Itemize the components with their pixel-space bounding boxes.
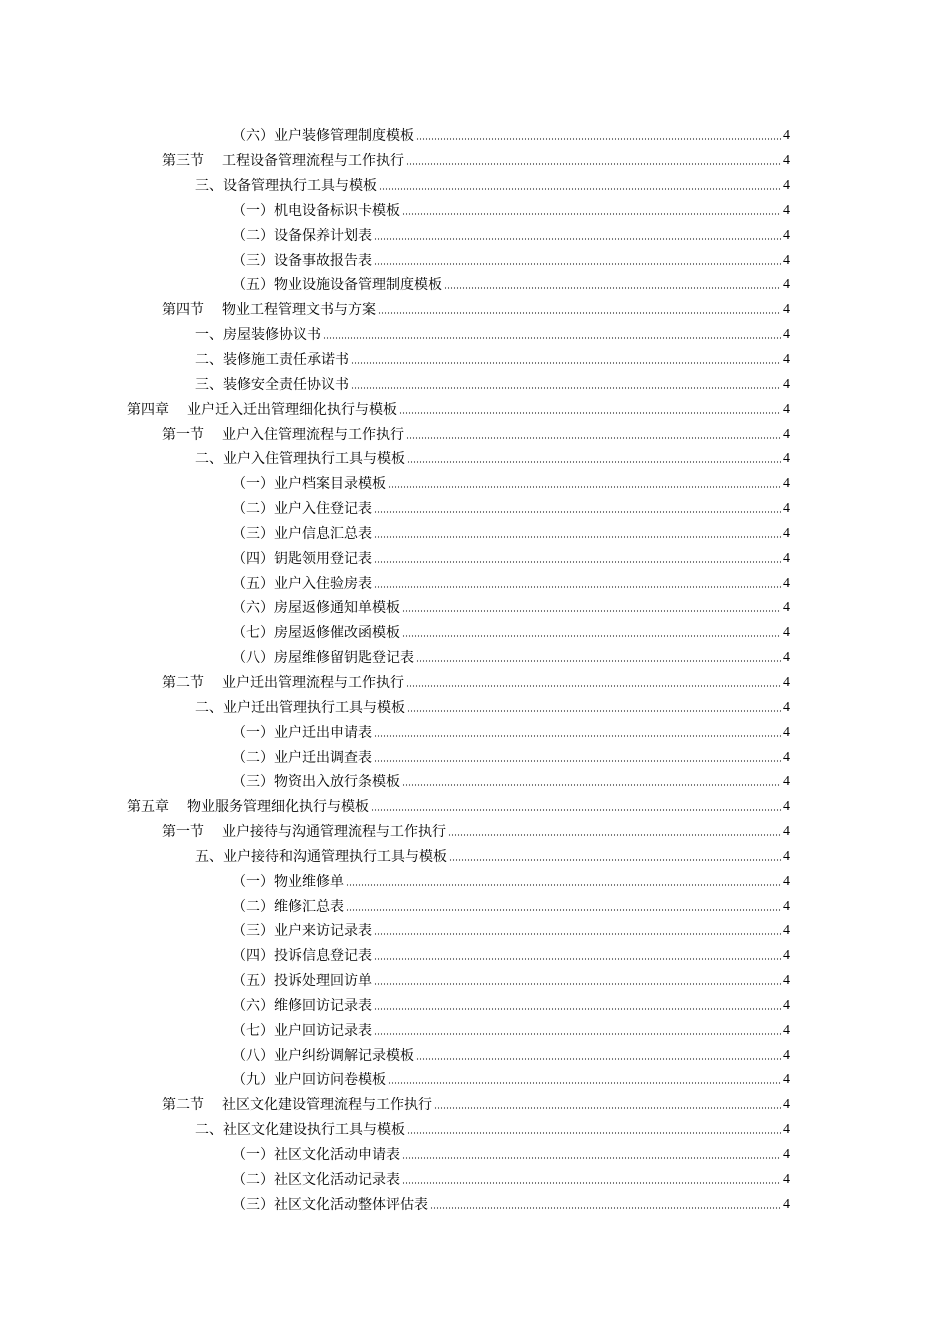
toc-entry[interactable] bbox=[0, 820, 950, 845]
toc-entry-label: （六）维修回访记录表 bbox=[232, 997, 372, 1014]
dot-leader bbox=[388, 1082, 781, 1084]
toc-entry-page-number: 4 bbox=[783, 948, 790, 964]
toc-entry-title bbox=[162, 1096, 432, 1114]
toc-entry-page-number: 4 bbox=[783, 898, 790, 914]
dot-leader bbox=[379, 188, 781, 190]
toc-entry-page-number: 4 bbox=[783, 178, 790, 194]
toc-entry-label: （四）投诉信息登记表 bbox=[232, 948, 372, 965]
dot-leader bbox=[448, 834, 781, 836]
toc-entry-prefix: 第一节 bbox=[162, 824, 204, 841]
dot-leader bbox=[399, 412, 781, 414]
toc-entry-page-number: 4 bbox=[783, 401, 790, 417]
toc-entry[interactable] bbox=[0, 472, 950, 497]
toc-entry-label: 工程设备管理流程与工作执行 bbox=[222, 153, 404, 170]
toc-entry-label: （五）物业设施设备管理制度模板 bbox=[232, 277, 442, 294]
toc-entry-page-number: 4 bbox=[783, 376, 790, 392]
toc-entry-title bbox=[232, 972, 372, 990]
dot-leader bbox=[407, 710, 781, 712]
toc-entry-page-number: 4 bbox=[783, 426, 790, 442]
toc-entry-page-number: 4 bbox=[783, 873, 790, 889]
toc-entry-label: （三）物资出入放行条模板 bbox=[232, 774, 400, 791]
dot-leader bbox=[374, 586, 781, 588]
toc-entry-prefix: 第五章 bbox=[127, 799, 169, 816]
toc-entry-title bbox=[232, 550, 372, 568]
dot-leader bbox=[402, 213, 781, 215]
toc-entry-title bbox=[232, 1171, 400, 1189]
toc-entry-page-number: 4 bbox=[783, 1072, 790, 1088]
toc-entry[interactable] bbox=[0, 447, 950, 472]
toc-entry[interactable] bbox=[0, 571, 950, 596]
dot-leader bbox=[402, 635, 781, 637]
toc-entry-page-number: 4 bbox=[783, 252, 790, 268]
toc-entry[interactable] bbox=[0, 919, 950, 944]
dot-leader bbox=[444, 287, 781, 289]
toc-entry[interactable] bbox=[0, 770, 950, 795]
toc-entry-label: （一）机电设备标识卡模板 bbox=[232, 202, 400, 219]
toc-entry[interactable] bbox=[0, 844, 950, 869]
toc-entry-title bbox=[127, 401, 397, 419]
toc-entry[interactable] bbox=[0, 1167, 950, 1192]
toc-entry-prefix: 第二节 bbox=[162, 674, 204, 691]
dot-leader bbox=[374, 735, 781, 737]
toc-entry-label: 一、房屋装修协议书 bbox=[195, 327, 321, 344]
toc-entry[interactable] bbox=[0, 1118, 950, 1143]
dot-leader bbox=[406, 163, 781, 165]
toc-entry[interactable] bbox=[0, 273, 950, 298]
dot-leader bbox=[407, 461, 781, 463]
toc-entry[interactable] bbox=[0, 1018, 950, 1043]
toc-entry[interactable] bbox=[0, 621, 950, 646]
toc-entry[interactable] bbox=[0, 1068, 950, 1093]
toc-entry-title bbox=[232, 575, 372, 593]
toc-entry-page-number: 4 bbox=[783, 1022, 790, 1038]
dot-leader bbox=[434, 1107, 781, 1109]
toc-entry-title bbox=[232, 773, 400, 791]
toc-entry-label: （三）社区文化活动整体评估表 bbox=[232, 1196, 428, 1213]
dot-leader bbox=[374, 561, 781, 563]
toc-entry[interactable] bbox=[0, 497, 950, 522]
toc-entry-label: 业户接待与沟通管理流程与工作执行 bbox=[222, 824, 446, 841]
toc-entry-title bbox=[162, 426, 404, 444]
dot-leader bbox=[374, 263, 781, 265]
toc-entry[interactable] bbox=[0, 372, 950, 397]
toc-entry-title bbox=[232, 599, 400, 617]
toc-entry[interactable] bbox=[0, 795, 950, 820]
toc-entry-page-number: 4 bbox=[783, 997, 790, 1013]
toc-entry-label: （一）社区文化活动申请表 bbox=[232, 1147, 400, 1164]
toc-entry[interactable] bbox=[0, 894, 950, 919]
toc-entry[interactable] bbox=[0, 174, 950, 199]
toc-entry-title bbox=[232, 127, 414, 145]
dot-leader bbox=[351, 387, 781, 389]
toc-entry-label: （八）房屋维修留钥匙登记表 bbox=[232, 650, 414, 667]
toc-entry[interactable] bbox=[0, 671, 950, 696]
dot-leader bbox=[407, 1132, 781, 1134]
dot-leader bbox=[346, 909, 781, 911]
toc-entry-page-number: 4 bbox=[783, 724, 790, 740]
dot-leader bbox=[416, 138, 781, 140]
dot-leader bbox=[374, 760, 781, 762]
toc-entry-title bbox=[232, 525, 372, 543]
toc-entry-page-number: 4 bbox=[783, 1122, 790, 1138]
toc-entry-title bbox=[232, 724, 372, 742]
toc-entry[interactable] bbox=[0, 348, 950, 373]
toc-entry-title bbox=[232, 898, 344, 916]
toc-entry-label: （六）业户装修管理制度模板 bbox=[232, 128, 414, 145]
toc-entry[interactable] bbox=[0, 1043, 950, 1068]
toc-entry-page-number: 4 bbox=[783, 774, 790, 790]
toc-entry-label: 二、业户迁出管理执行工具与模板 bbox=[195, 699, 405, 716]
toc-entry-label: （二）设备保养计划表 bbox=[232, 227, 372, 244]
toc-entry-page-number: 4 bbox=[783, 550, 790, 566]
toc-entry[interactable] bbox=[0, 596, 950, 621]
toc-entry-label: 二、业户入住管理执行工具与模板 bbox=[195, 451, 405, 468]
toc-entry-page-number: 4 bbox=[783, 923, 790, 939]
dot-leader bbox=[388, 486, 781, 488]
toc-entry-title bbox=[162, 674, 404, 692]
toc-entry-page-number: 4 bbox=[783, 799, 790, 815]
toc-entry-title bbox=[232, 749, 372, 767]
toc-entry-title bbox=[127, 798, 369, 816]
toc-entry[interactable] bbox=[0, 869, 950, 894]
toc-entry-page-number: 4 bbox=[783, 650, 790, 666]
toc-entry-title bbox=[232, 276, 442, 294]
toc-entry-page-number: 4 bbox=[783, 227, 790, 243]
toc-entry-label: 物业服务管理细化执行与模板 bbox=[187, 799, 369, 816]
toc-entry-page-number: 4 bbox=[783, 1047, 790, 1063]
toc-entry-title bbox=[195, 376, 349, 394]
toc-entry-label: （九）业户回访问卷模板 bbox=[232, 1072, 386, 1089]
toc-entry[interactable] bbox=[0, 298, 950, 323]
toc-entry[interactable] bbox=[0, 199, 950, 224]
toc-entry-title bbox=[232, 873, 344, 891]
toc-entry[interactable] bbox=[0, 944, 950, 969]
toc-entry-page-number: 4 bbox=[783, 1147, 790, 1163]
dot-leader bbox=[371, 809, 781, 811]
dot-leader bbox=[374, 958, 781, 960]
toc-entry[interactable] bbox=[0, 646, 950, 671]
toc-entry-title bbox=[195, 699, 405, 717]
toc-entry-page-number: 4 bbox=[783, 749, 790, 765]
toc-entry-prefix: 第四节 bbox=[162, 302, 204, 319]
toc-entry-page-number: 4 bbox=[783, 476, 790, 492]
toc-entry-label: 社区文化建设管理流程与工作执行 bbox=[222, 1097, 432, 1114]
toc-entry[interactable] bbox=[0, 695, 950, 720]
toc-entry-label: （八）业户纠纷调解记录模板 bbox=[232, 1047, 414, 1064]
toc-entry-page-number: 4 bbox=[783, 824, 790, 840]
toc-entry-page-number: 4 bbox=[783, 352, 790, 368]
toc-entry-page-number: 4 bbox=[783, 202, 790, 218]
toc-entry-title bbox=[195, 351, 349, 369]
toc-entry-title bbox=[232, 624, 400, 642]
toc-entry-page-number: 4 bbox=[783, 600, 790, 616]
toc-entry[interactable] bbox=[0, 248, 950, 273]
toc-entry-title bbox=[232, 1047, 414, 1065]
toc-entry-page-number: 4 bbox=[783, 973, 790, 989]
toc-entry-page-number: 4 bbox=[783, 302, 790, 318]
dot-leader bbox=[406, 437, 781, 439]
toc-entry[interactable] bbox=[0, 720, 950, 745]
toc-entry-title bbox=[232, 227, 372, 245]
toc-entry-page-number: 4 bbox=[783, 575, 790, 591]
toc-entry[interactable] bbox=[0, 994, 950, 1019]
toc-entry-page-number: 4 bbox=[783, 451, 790, 467]
toc-entry-label: 三、装修安全责任协议书 bbox=[195, 376, 349, 393]
toc-entry-title bbox=[195, 326, 321, 344]
dot-leader bbox=[378, 312, 781, 314]
toc-entry-page-number: 4 bbox=[783, 674, 790, 690]
toc-entry-title bbox=[162, 301, 376, 319]
toc-entry-title bbox=[232, 252, 372, 270]
toc-entry-page-number: 4 bbox=[783, 128, 790, 144]
toc-entry-title bbox=[232, 475, 386, 493]
toc-entry-page-number: 4 bbox=[783, 501, 790, 517]
toc-entry-label: 五、业户接待和沟通管理执行工具与模板 bbox=[195, 848, 447, 865]
dot-leader bbox=[402, 784, 781, 786]
dot-leader bbox=[374, 238, 781, 240]
toc-entry-prefix: 第三节 bbox=[162, 153, 204, 170]
toc-entry-page-number: 4 bbox=[783, 277, 790, 293]
toc-entry-title bbox=[195, 1121, 405, 1139]
dot-leader bbox=[374, 1033, 781, 1035]
toc-entry-label: 物业工程管理文书与方案 bbox=[222, 302, 376, 319]
toc-entry-label: （七）房屋返修催改函模板 bbox=[232, 625, 400, 642]
toc-entry-title bbox=[232, 947, 372, 965]
toc-entry-title bbox=[195, 848, 447, 866]
toc-entry-page-number: 4 bbox=[783, 625, 790, 641]
toc-entry-title bbox=[232, 202, 400, 220]
toc-entry-title bbox=[232, 922, 372, 940]
toc-entry-page-number: 4 bbox=[783, 1171, 790, 1187]
dot-leader bbox=[416, 660, 781, 662]
toc-entry-title bbox=[232, 1146, 400, 1164]
toc-entry-title bbox=[195, 450, 405, 468]
toc-entry-page-number: 4 bbox=[783, 327, 790, 343]
toc-entry-label: （三）业户信息汇总表 bbox=[232, 525, 372, 542]
toc-entry-page-number: 4 bbox=[783, 1097, 790, 1113]
dot-leader bbox=[402, 1182, 781, 1184]
dot-leader bbox=[402, 1157, 781, 1159]
toc-entry[interactable] bbox=[0, 969, 950, 994]
toc-entry-title bbox=[195, 177, 377, 195]
toc-entry-label: （五）投诉处理回访单 bbox=[232, 973, 372, 990]
toc-entry-label: 业户迁入迁出管理细化执行与模板 bbox=[187, 401, 397, 418]
dot-leader bbox=[374, 511, 781, 513]
dot-leader bbox=[449, 859, 781, 861]
toc-entry[interactable] bbox=[0, 1143, 950, 1168]
dot-leader bbox=[374, 983, 781, 985]
toc-entry-page-number: 4 bbox=[783, 1196, 790, 1212]
table-of-contents bbox=[0, 124, 950, 1217]
toc-entry-title bbox=[232, 500, 372, 518]
toc-entry-page-number: 4 bbox=[783, 699, 790, 715]
dot-leader bbox=[323, 337, 781, 339]
toc-entry-prefix: 第二节 bbox=[162, 1097, 204, 1114]
dot-leader bbox=[402, 610, 781, 612]
toc-entry-title bbox=[232, 997, 372, 1015]
toc-entry-label: （三）业户来访记录表 bbox=[232, 923, 372, 940]
toc-entry-label: （六）房屋返修通知单模板 bbox=[232, 600, 400, 617]
toc-entry-label: （二）维修汇总表 bbox=[232, 898, 344, 915]
toc-entry-page-number: 4 bbox=[783, 153, 790, 169]
toc-entry-label: （一）物业维修单 bbox=[232, 873, 344, 890]
toc-entry-label: 二、社区文化建设执行工具与模板 bbox=[195, 1122, 405, 1139]
toc-entry-label: 二、装修施工责任承诺书 bbox=[195, 352, 349, 369]
dot-leader bbox=[416, 1058, 781, 1060]
toc-entry[interactable] bbox=[0, 223, 950, 248]
toc-entry-label: （一）业户档案目录模板 bbox=[232, 476, 386, 493]
toc-entry-label: 三、设备管理执行工具与模板 bbox=[195, 178, 377, 195]
toc-entry-label: （四）钥匙领用登记表 bbox=[232, 550, 372, 567]
toc-entry-label: （二）社区文化活动记录表 bbox=[232, 1171, 400, 1188]
toc-entry-page-number: 4 bbox=[783, 848, 790, 864]
toc-entry[interactable] bbox=[0, 1093, 950, 1118]
toc-entry[interactable] bbox=[0, 149, 950, 174]
toc-entry-label: （一）业户迁出申请表 bbox=[232, 724, 372, 741]
toc-entry-prefix: 第一节 bbox=[162, 426, 204, 443]
dot-leader bbox=[374, 536, 781, 538]
toc-entry-label: （二）业户迁出调查表 bbox=[232, 749, 372, 766]
toc-entry-title bbox=[232, 1022, 372, 1040]
toc-entry-title bbox=[232, 1071, 386, 1089]
toc-entry[interactable] bbox=[0, 1192, 950, 1217]
toc-entry-title bbox=[232, 649, 414, 667]
toc-entry-page-number: 4 bbox=[783, 525, 790, 541]
toc-entry-title bbox=[232, 1196, 428, 1214]
toc-entry[interactable] bbox=[0, 397, 950, 422]
toc-entry[interactable] bbox=[0, 745, 950, 770]
dot-leader bbox=[374, 1008, 781, 1010]
toc-entry-label: （五）业户入住验房表 bbox=[232, 575, 372, 592]
dot-leader bbox=[430, 1207, 781, 1209]
dot-leader bbox=[351, 362, 781, 364]
toc-entry[interactable] bbox=[0, 323, 950, 348]
toc-entry-prefix: 第四章 bbox=[127, 401, 169, 418]
toc-entry-label: 业户入住管理流程与工作执行 bbox=[222, 426, 404, 443]
toc-entry-title bbox=[162, 152, 404, 170]
toc-entry-label: （三）设备事故报告表 bbox=[232, 252, 372, 269]
dot-leader bbox=[374, 933, 781, 935]
toc-entry-label: （七）业户回访记录表 bbox=[232, 1022, 372, 1039]
toc-entry-label: 业户迁出管理流程与工作执行 bbox=[222, 674, 404, 691]
toc-entry-label: （二）业户入住登记表 bbox=[232, 501, 372, 518]
toc-entry[interactable] bbox=[0, 124, 950, 149]
toc-entry[interactable] bbox=[0, 522, 950, 547]
toc-entry[interactable] bbox=[0, 546, 950, 571]
dot-leader bbox=[346, 884, 781, 886]
dot-leader bbox=[406, 685, 781, 687]
toc-entry-title bbox=[162, 823, 446, 841]
toc-entry[interactable] bbox=[0, 422, 950, 447]
